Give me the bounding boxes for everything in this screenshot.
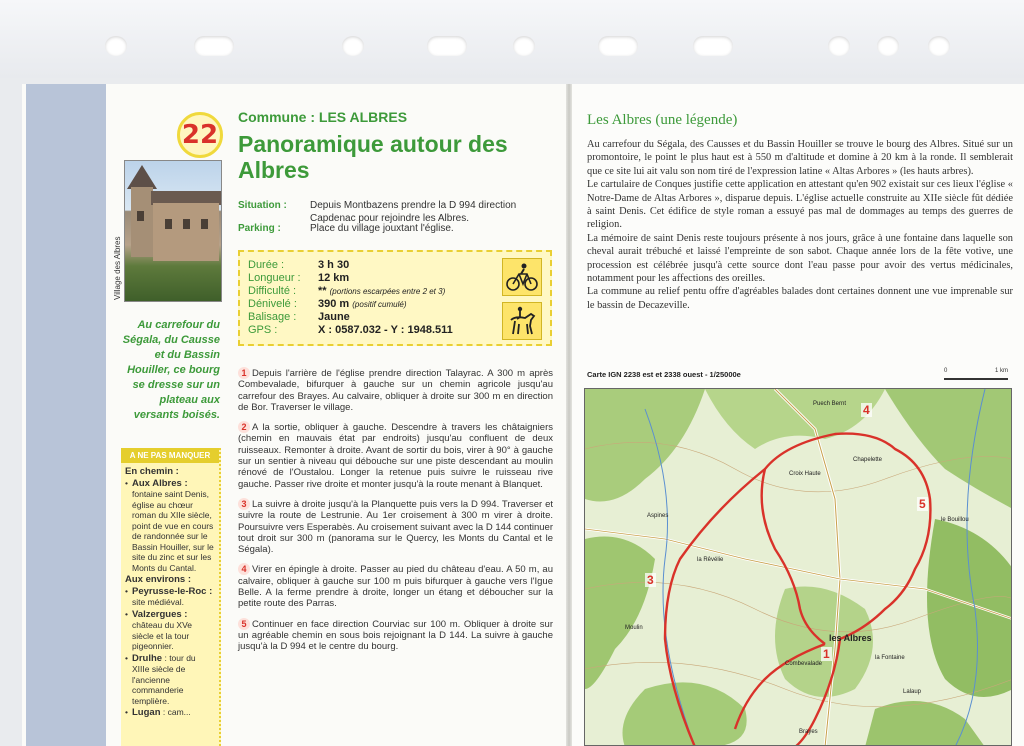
route-stats-box: Durée : 3 h 30 Longueur : 12 km Difficulté : ** (portions escarpées entre 2 et 3) Dénivelé : 390 m (positif cumulé) Balisage : Jaune GPS : X : 0587.032 - Y : 1948.511: [238, 250, 552, 346]
situation-label: Situation :: [238, 200, 287, 211]
legend-text: [587, 138, 1013, 312]
map-place-label: Aspines: [647, 513, 669, 519]
parking-row: [238, 222, 554, 236]
map-waypoint-4: 4: [863, 403, 870, 417]
map-place-label: la Rêvélie: [697, 557, 724, 563]
sidebar-section: En chemin :: [125, 466, 179, 477]
map-place-label: Puech Bernt: [813, 401, 847, 407]
sidebar-item: • Aux Albres : fontaine saint Denis, église au chœur roman du XIIe siècle, point de vue en cours de randonnée sur le Bassin Houiller, sur le site du zinc et sur les Monts du Cantal.: [125, 478, 215, 574]
map-place-label: Brayes: [799, 729, 818, 735]
parking-label: Parking :: [238, 223, 281, 234]
step-3: 3 La suivre à droite jusqu'à la Planquette puis vers la D 994. Traverser et suivre la route de Lestrunie. Au 1er croisement à 300 m virer à droite. Poursuivre vers Esperabès. Au croisement suivant avec la D 144 continuer tout droit sur 300 m (panorama sur le Quercy, les Monts du Cantal et le Ségala).: [238, 498, 553, 556]
step-4: 4 Virer en épingle à droite. Passer au pied du château d'eau. A 50 m, au calvaire, obliquer à gauche sur 100 m puis bifurquer à gauche vers l'Igue Belle. A la ferme prendre à droite, longer un étang et déboucher sur la petite route des Parras.: [238, 564, 553, 610]
legend-title: Les Albres (une légende): [587, 112, 738, 128]
book-spine: [566, 84, 572, 746]
punch-hole: [877, 36, 899, 56]
punch-hole: [598, 36, 638, 56]
map-town-label: les Albres: [829, 633, 872, 643]
punch-hole: [105, 36, 127, 56]
map-place-label: Moulin: [625, 625, 643, 631]
binder-sleeve: [0, 0, 1024, 78]
step-5: 5 Continuer en face direction Courviac sur 100 m. Obliquer à droite sur un agréable chemin en sous bois rejoignant la D 144. La suivre à gauche jusqu'à la D 994 et le centre du bourg.: [238, 618, 553, 653]
margin-band: [26, 84, 106, 746]
legend-paragraph: La commune au relief pentu offre d'agréables balades dont certaines donnent une vue imprenable sur le bassin de Decazeville.: [587, 286, 1013, 311]
map-waypoint-1: 1: [823, 647, 830, 661]
punch-hole: [194, 36, 234, 56]
sidebar-item: • Lugan : cam...: [125, 707, 215, 719]
map-place-label: le Bouillou: [941, 517, 969, 523]
route-number-badge: 22: [177, 112, 223, 158]
topo-map: [584, 388, 1012, 746]
step-2: 2 A la sortie, obliquer à gauche. Descendre à travers les châtaigniers (chemin en mauvais état par endroits) jusqu'au confluent de deux ruisseaux. Remonter à droite. Avant de sortir du bois, virer à 90° à gauche sur un sentier à niveau qui débouche sur une piste descendant au moulin rénové de l'Oustalou. Longer la retenue puis suivre le ruisseau rive gauche. Passer rive droite et monter jusqu'à la route menant à Blanquet.: [238, 422, 553, 490]
map-waypoint-3: 3: [647, 573, 654, 587]
map-place-label: la Fontaine: [875, 655, 905, 661]
punch-hole: [693, 36, 733, 56]
legend-paragraph: Au carrefour du Ségala, des Causses et du Bassin Houiller se trouve le bourg des Albres. Situé sur un promontoire, le point le plus haut est à 550 m d'altitude et domine à 20 km à la ronde. Il semblerait que ce site lui ait valu son nom tiré de l'expression latine « Altas Arbores » (les hauts arbres).: [587, 139, 1013, 177]
sidebar-item: • Drulhe : tour du XIIIe siècle de l'ancienne commanderie templière.: [125, 653, 215, 707]
map-place-label: Croix Haute: [789, 471, 821, 477]
map-place-label: Lalaup: [903, 689, 922, 695]
step-1: 1 Depuis l'arrière de l'église prendre direction Talayrac. A 300 m après Combevalade, bifurquer à gauche sur un chemin agricole jusqu'au carrefour des Brayes. Au calvaire, obliquer à droite sur 300 m en direction de Bor. Traverser le village.: [238, 368, 553, 413]
photo-caption: Village des Albres: [113, 236, 122, 300]
legend-paragraph: Le cartulaire de Conques justifie cette application en attestant qu'en 902 existait sur ces lieux l'église « Notre-Dame de Altas Arbores », disparue depuis. L'église actuelle construite au XIIe siècle fût dédiée à saint Denis. Cet édifice de style roman a essuyé pas mal de dommages au temps des guerres de religion.: [587, 179, 1013, 231]
punch-hole: [342, 36, 364, 56]
situation-text: Depuis Montbazens prendre la D 994 direction Capdenac pour rejoindre les Albres.: [310, 200, 517, 224]
map-scale: 0 1 km: [944, 368, 1008, 382]
punch-hole: [928, 36, 950, 56]
legend-paragraph: La mémoire de saint Denis reste toujours présente à nos jours, grâce à une fontaine dans laquelle son cheval aurait trébuché et laissé l'empreinte de son sabot. Chaque année lors de la fête votive, une procession est célébrée jusqu'à cette source dont l'eau passe pour avoir des vertus médicinales, notamment pour les affections des oreilles.: [587, 232, 1013, 285]
parking-text: Place du village jouxtant l'église.: [310, 223, 454, 234]
map-place-label: Combevalade: [785, 661, 823, 667]
highlights-sidebar: [121, 448, 221, 746]
sidebar-header: A NE PAS MANQUER: [121, 448, 219, 463]
map-waypoint-5: 5: [919, 497, 926, 511]
map-place-label: Chapelette: [853, 457, 883, 463]
bicycle-icon: [502, 258, 542, 296]
page-title: Panoramique autour des Albres: [238, 131, 508, 183]
map-caption: Carte IGN 2238 est et 2338 ouest - 1/25000e: [587, 370, 741, 379]
horse-rider-icon: [502, 302, 542, 340]
punch-hole: [513, 36, 535, 56]
sidebar-item: • Valzergues : château du XVe siècle et la tour pigeonnier.: [125, 609, 215, 652]
punch-hole: [828, 36, 850, 56]
commune-heading: Commune : LES ALBRES: [238, 109, 408, 125]
village-photo: [124, 160, 222, 302]
sidebar-item: • Peyrusse-le-Roc : site médiéval.: [125, 586, 215, 608]
route-steps: [238, 367, 553, 661]
tagline: Au carrefour du Ségala, du Causse et du Bassin Houiller, ce bourg se dresse sur un plateau aux versants boisés.: [122, 319, 220, 421]
sidebar-section: Aux environs :: [125, 574, 191, 585]
punch-hole: [427, 36, 467, 56]
